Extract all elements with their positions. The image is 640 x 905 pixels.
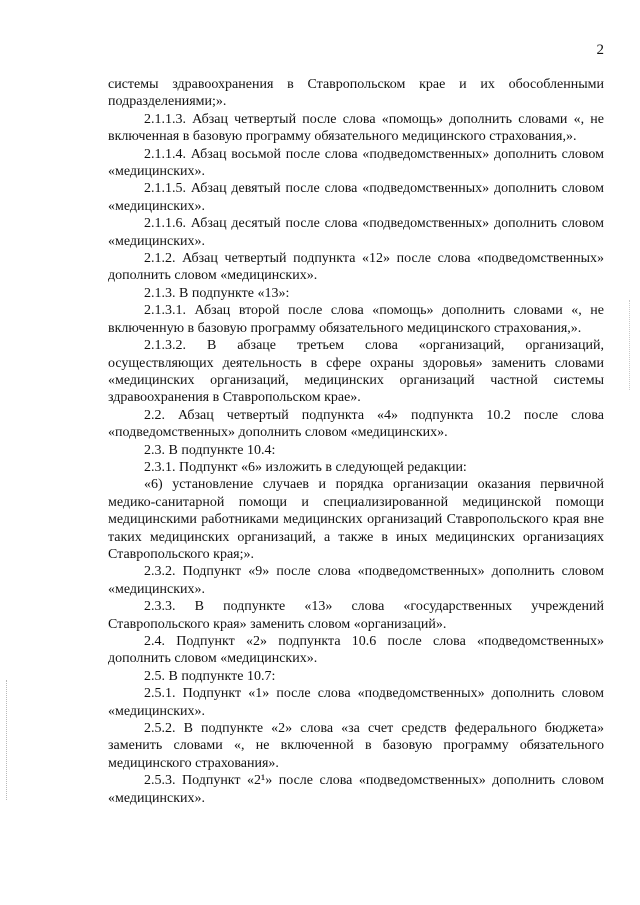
- paragraph: системы здравоохранения в Ставропольском крае и их обособленными подразделениями;».: [108, 77, 604, 110]
- paragraph: 2.5.1. Подпункт «1» после слова «подведомственных» дополнить словом «медицинских».: [108, 686, 604, 719]
- paragraph: 2.1.1.5. Абзац девятый после слова «подведомственных» дополнить словом «медицинских».: [108, 181, 604, 214]
- document-body: [108, 76, 604, 807]
- page-number: 2: [596, 42, 604, 58]
- paragraph: 2.3.1. Подпункт «6» изложить в следующей редакции:: [144, 459, 467, 475]
- paragraph: 2.5.2. В подпункте «2» слова «за счет средств федерального бюджета» заменить словами «, не включенной в базовую программу обязательного медицинского страхования».: [108, 721, 604, 771]
- paragraph: 2.4. Подпункт «2» подпункта 10.6 после слова «подведомственных» дополнить словом «медицинских».: [108, 634, 604, 667]
- paragraph: 2.1.1.4. Абзац восьмой после слова «подведомственных» дополнить словом «медицинских».: [108, 146, 604, 180]
- paragraph: 2.5.3. Подпункт «2¹» после слова «подведомственных» дополнить словом «медицинских».: [108, 773, 604, 806]
- paragraph: 2.1.3.1. Абзац второй после слова «помощь» дополнить словами «, не включенную в базовую программу обязательного медицинского страхования,».: [108, 303, 604, 336]
- scan-edge-marks: [6, 680, 9, 800]
- paragraph: 2.3.2. Подпункт «9» после слова «подведомственных» дополнить словом «медицинских».: [108, 564, 604, 597]
- paragraph: 2.2. Абзац четвертый подпункта «4» подпункта 10.2 после слова «подведомственных» дополнить словом «медицинских».: [108, 407, 604, 441]
- paragraph: 2.3.3. В подпункте «13» слова «государственных учреждений Ставропольского края» заменить словом «организаций».: [108, 599, 604, 632]
- paragraph: 2.1.3.2. В абзаце третьем слова «организаций, организаций, осуществляющих деятельность в сфере охраны здоровья» заменить словами «медицинских организаций, медицинских организаций частной системы здравоохранения в Ставропольском крае».: [108, 338, 604, 406]
- paragraph: «6) установление случаев и порядка организации оказания первичной медико-санитарной помощи и специализированной медицинской помощи медицинскими работниками медицинских организаций Ставропольского края вне таких медицинских организаций, а также в иных медицинских организациях Ставропольского края;».: [108, 477, 604, 562]
- paragraph: 2.1.1.6. Абзац десятый после слова «подведомственных» дополнить словом «медицинских».: [108, 216, 604, 249]
- scan-edge-marks: [629, 300, 632, 390]
- paragraph: 2.5. В подпункте 10.7:: [144, 668, 276, 684]
- paragraph: 2.1.2. Абзац четвертый подпункта «12» после слова «подведомственных» дополнить словом «медицинских».: [108, 251, 604, 284]
- paragraph: 2.1.1.3. Абзац четвертый после слова «помощь» дополнить словами «, не включенная в базовую программу обязательного медицинского страхования,».: [108, 111, 604, 145]
- paragraph: 2.1.3. В подпункте «13»:: [144, 285, 290, 301]
- paragraph: 2.3. В подпункте 10.4:: [144, 442, 276, 458]
